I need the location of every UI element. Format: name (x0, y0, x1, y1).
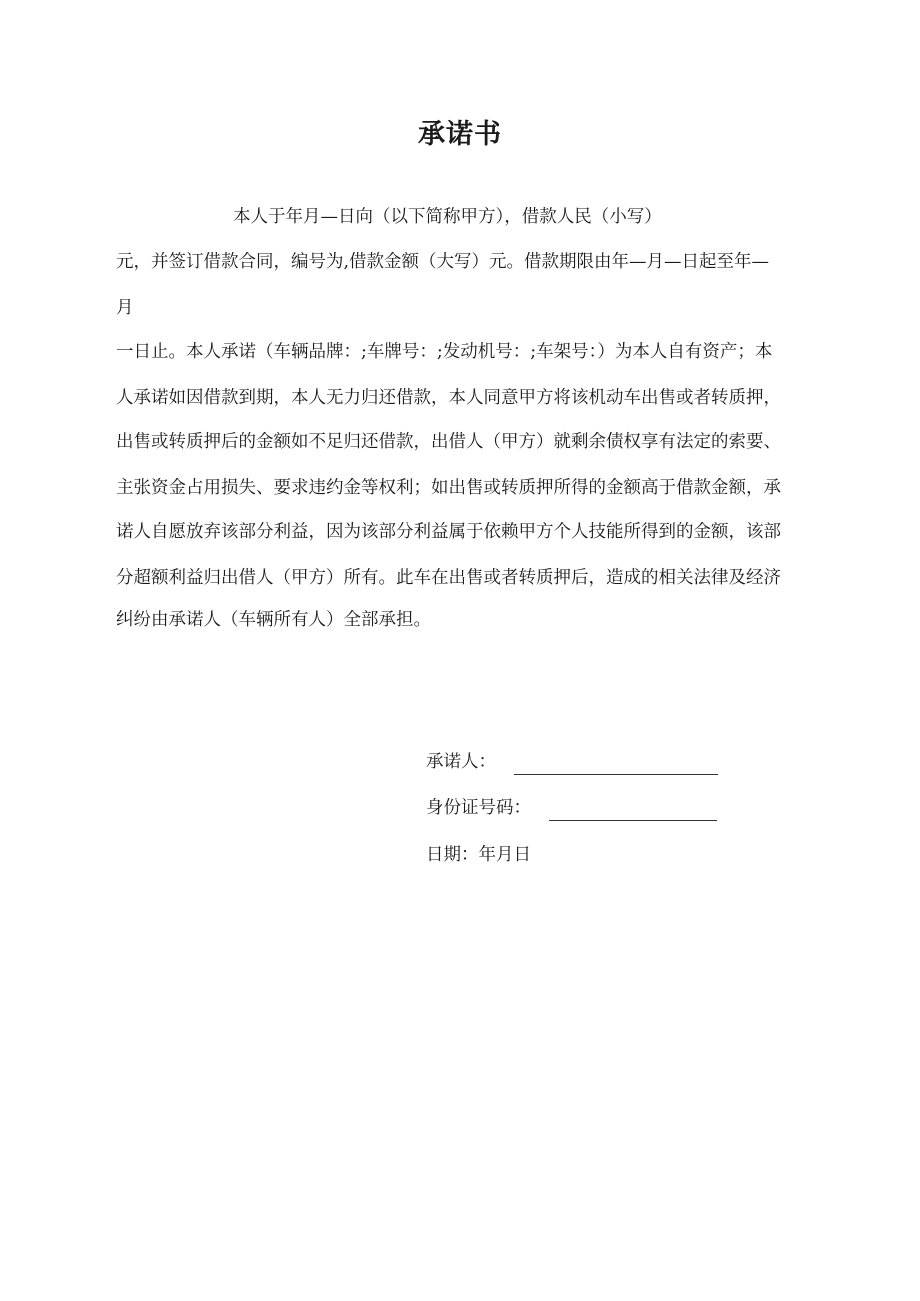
body-line-7: 主张资金占用损失、要求违约金等权利；如出售或转质押所得的金额高于借款金额，承 (116, 478, 781, 498)
body-line-8: 诺人自愿放弃该部分利益，因为该部分利益属于依赖甲方个人技能所得到的金额，该部 (116, 522, 781, 542)
id-number-row (426, 795, 717, 821)
promisor-signature-blank (514, 754, 718, 775)
date-label: 日期：年月日 (426, 845, 531, 865)
body-line-6: 出售或转质押后的金额如不足归还借款，出借人（甲方）就剩余债权享有法定的索要、 (116, 432, 781, 452)
body-line-2: 元，并签订借款合同，编号为,借款金额（大写）元。借款期限由年—月—日起至年— (116, 252, 770, 272)
body-line-4: 一日止。本人承诺（车辆品牌：;车牌号：;发动机号：;车架号：）为本人自有资产；本 (116, 342, 773, 362)
body-line-5: 人承诺如因借款到期，本人无力归还借款，本人同意甲方将该机动车出售或者转质押， (116, 388, 781, 408)
id-number-blank (549, 800, 717, 821)
page-title: 承诺书 (418, 119, 502, 150)
id-number-label: 身份证号码： (426, 798, 531, 818)
body-line-10: 纠纷由承诺人（车辆所有人）全部承担。 (116, 610, 431, 630)
promisor-label: 承诺人： (426, 752, 496, 772)
date-row (426, 842, 531, 868)
body-line-3: 月 (116, 298, 134, 318)
body-line-1: 本人于年月—日向（以下简称甲方），借款人民（小写） (233, 207, 662, 227)
body-line-9: 分超额利益归出借人（甲方）所有。此车在出售或者转质押后，造成的相关法律及经济 (116, 568, 781, 588)
promisor-signature-row (426, 749, 718, 775)
